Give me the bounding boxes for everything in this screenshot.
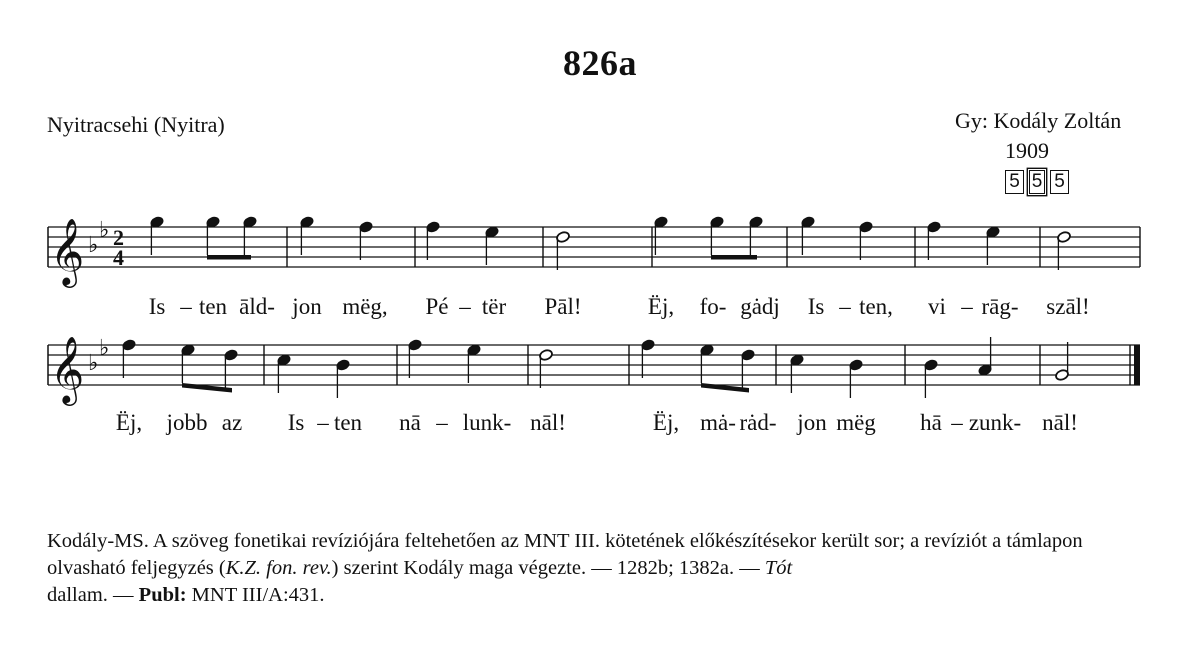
flat-sign: ♭ [88,351,99,376]
flat-sign: ♭ [99,218,110,243]
lyric-syllable: Pé [425,294,449,319]
lyric-syllable: Ëj, [647,294,675,319]
lyric-syllable: lunk- [462,410,512,435]
lyric-syllable: – [961,294,973,319]
lyric-syllable: – [459,294,471,319]
lyric-syllable: – [180,294,192,319]
lyric-syllable: – [436,410,448,435]
lyric-syllable: rȧd- [739,410,777,435]
code-box: 5 [1029,170,1045,194]
lyric-syllable: mëg, [342,294,388,319]
lyric-syllable: Pāl! [544,294,582,319]
place-of-collection: Nyitracsehi (Nyitra) [47,112,225,137]
collection-year: 1909 [1005,138,1049,163]
lyric-syllable: nāl! [530,410,566,435]
lyric-syllable: szāl! [1046,294,1090,319]
lyric-syllable: – [839,294,851,319]
note-style: Tót [764,557,793,579]
lyric-syllable: Is [148,294,166,319]
time-signature: 2 [113,225,124,250]
lyric-syllable: mëg [836,410,876,435]
lyric-syllable: rāg- [981,294,1019,319]
lyric-syllable: ten [333,410,363,435]
lyric-syllable: gȧdj [740,294,780,319]
lyric-syllable: jobb [166,410,208,435]
lyric-syllable: nā [399,410,421,435]
lyric-syllable: ten [198,294,228,319]
lyric-syllable: nāl! [1042,410,1078,435]
flat-sign: ♭ [99,336,110,361]
code-box: 5 [1005,170,1024,194]
lyric-syllable: tër [481,294,507,319]
flat-sign: ♭ [88,233,99,258]
lyric-syllable: Is [807,294,825,319]
lyric-syllable: ten, [859,294,893,319]
classification-codes [1005,170,1069,194]
lyric-syllable: mȧ- [700,410,736,435]
beam [711,255,757,260]
note-abbreviation: K.Z. fon. rev. [225,557,332,579]
lyric-syllable: vi [928,294,946,319]
final-barline-thick [1134,345,1140,385]
lyric-syllable: zunk- [968,410,1022,435]
beam [207,255,251,260]
note-text: Kodály-MS. A szöveg fonetikai revíziójára feltehetően az MNT III. kötetének előkészítésekor került sor; a revíziót a támlapon olvasható feljegyzés ( [47,530,1083,579]
lyric-syllable: az [221,410,243,435]
treble-clef: 𝄞 [50,217,85,285]
lyric-syllable: Is [287,410,305,435]
lyric-syllable: jon [292,294,322,319]
collector: Gy: Kodály Zoltán [955,108,1122,133]
editorial-note [47,528,1157,609]
lyric-syllable: – [951,410,963,435]
lyric-syllable: hā [920,410,942,435]
time-signature: 4 [113,245,124,270]
lyric-syllable: – [317,410,329,435]
lyric-syllable: jon [797,410,827,435]
song-number: 826a [563,43,637,83]
note-publ-label: Publ: [138,584,187,606]
lyric-syllable: āld- [239,294,275,319]
lyric-syllable: Ëj, [115,410,143,435]
lyric-syllable: fo- [699,294,727,319]
note-text: ) szerint Kodály maga végezte. — 1282b; 1382a. — [331,557,765,579]
code-box: 5 [1050,170,1069,194]
treble-clef: 𝄞 [50,335,85,403]
lyric-syllable: Ëj, [652,410,680,435]
note-text: MNT III/A:431. [186,584,325,606]
note-text: dallam. — [47,584,139,606]
